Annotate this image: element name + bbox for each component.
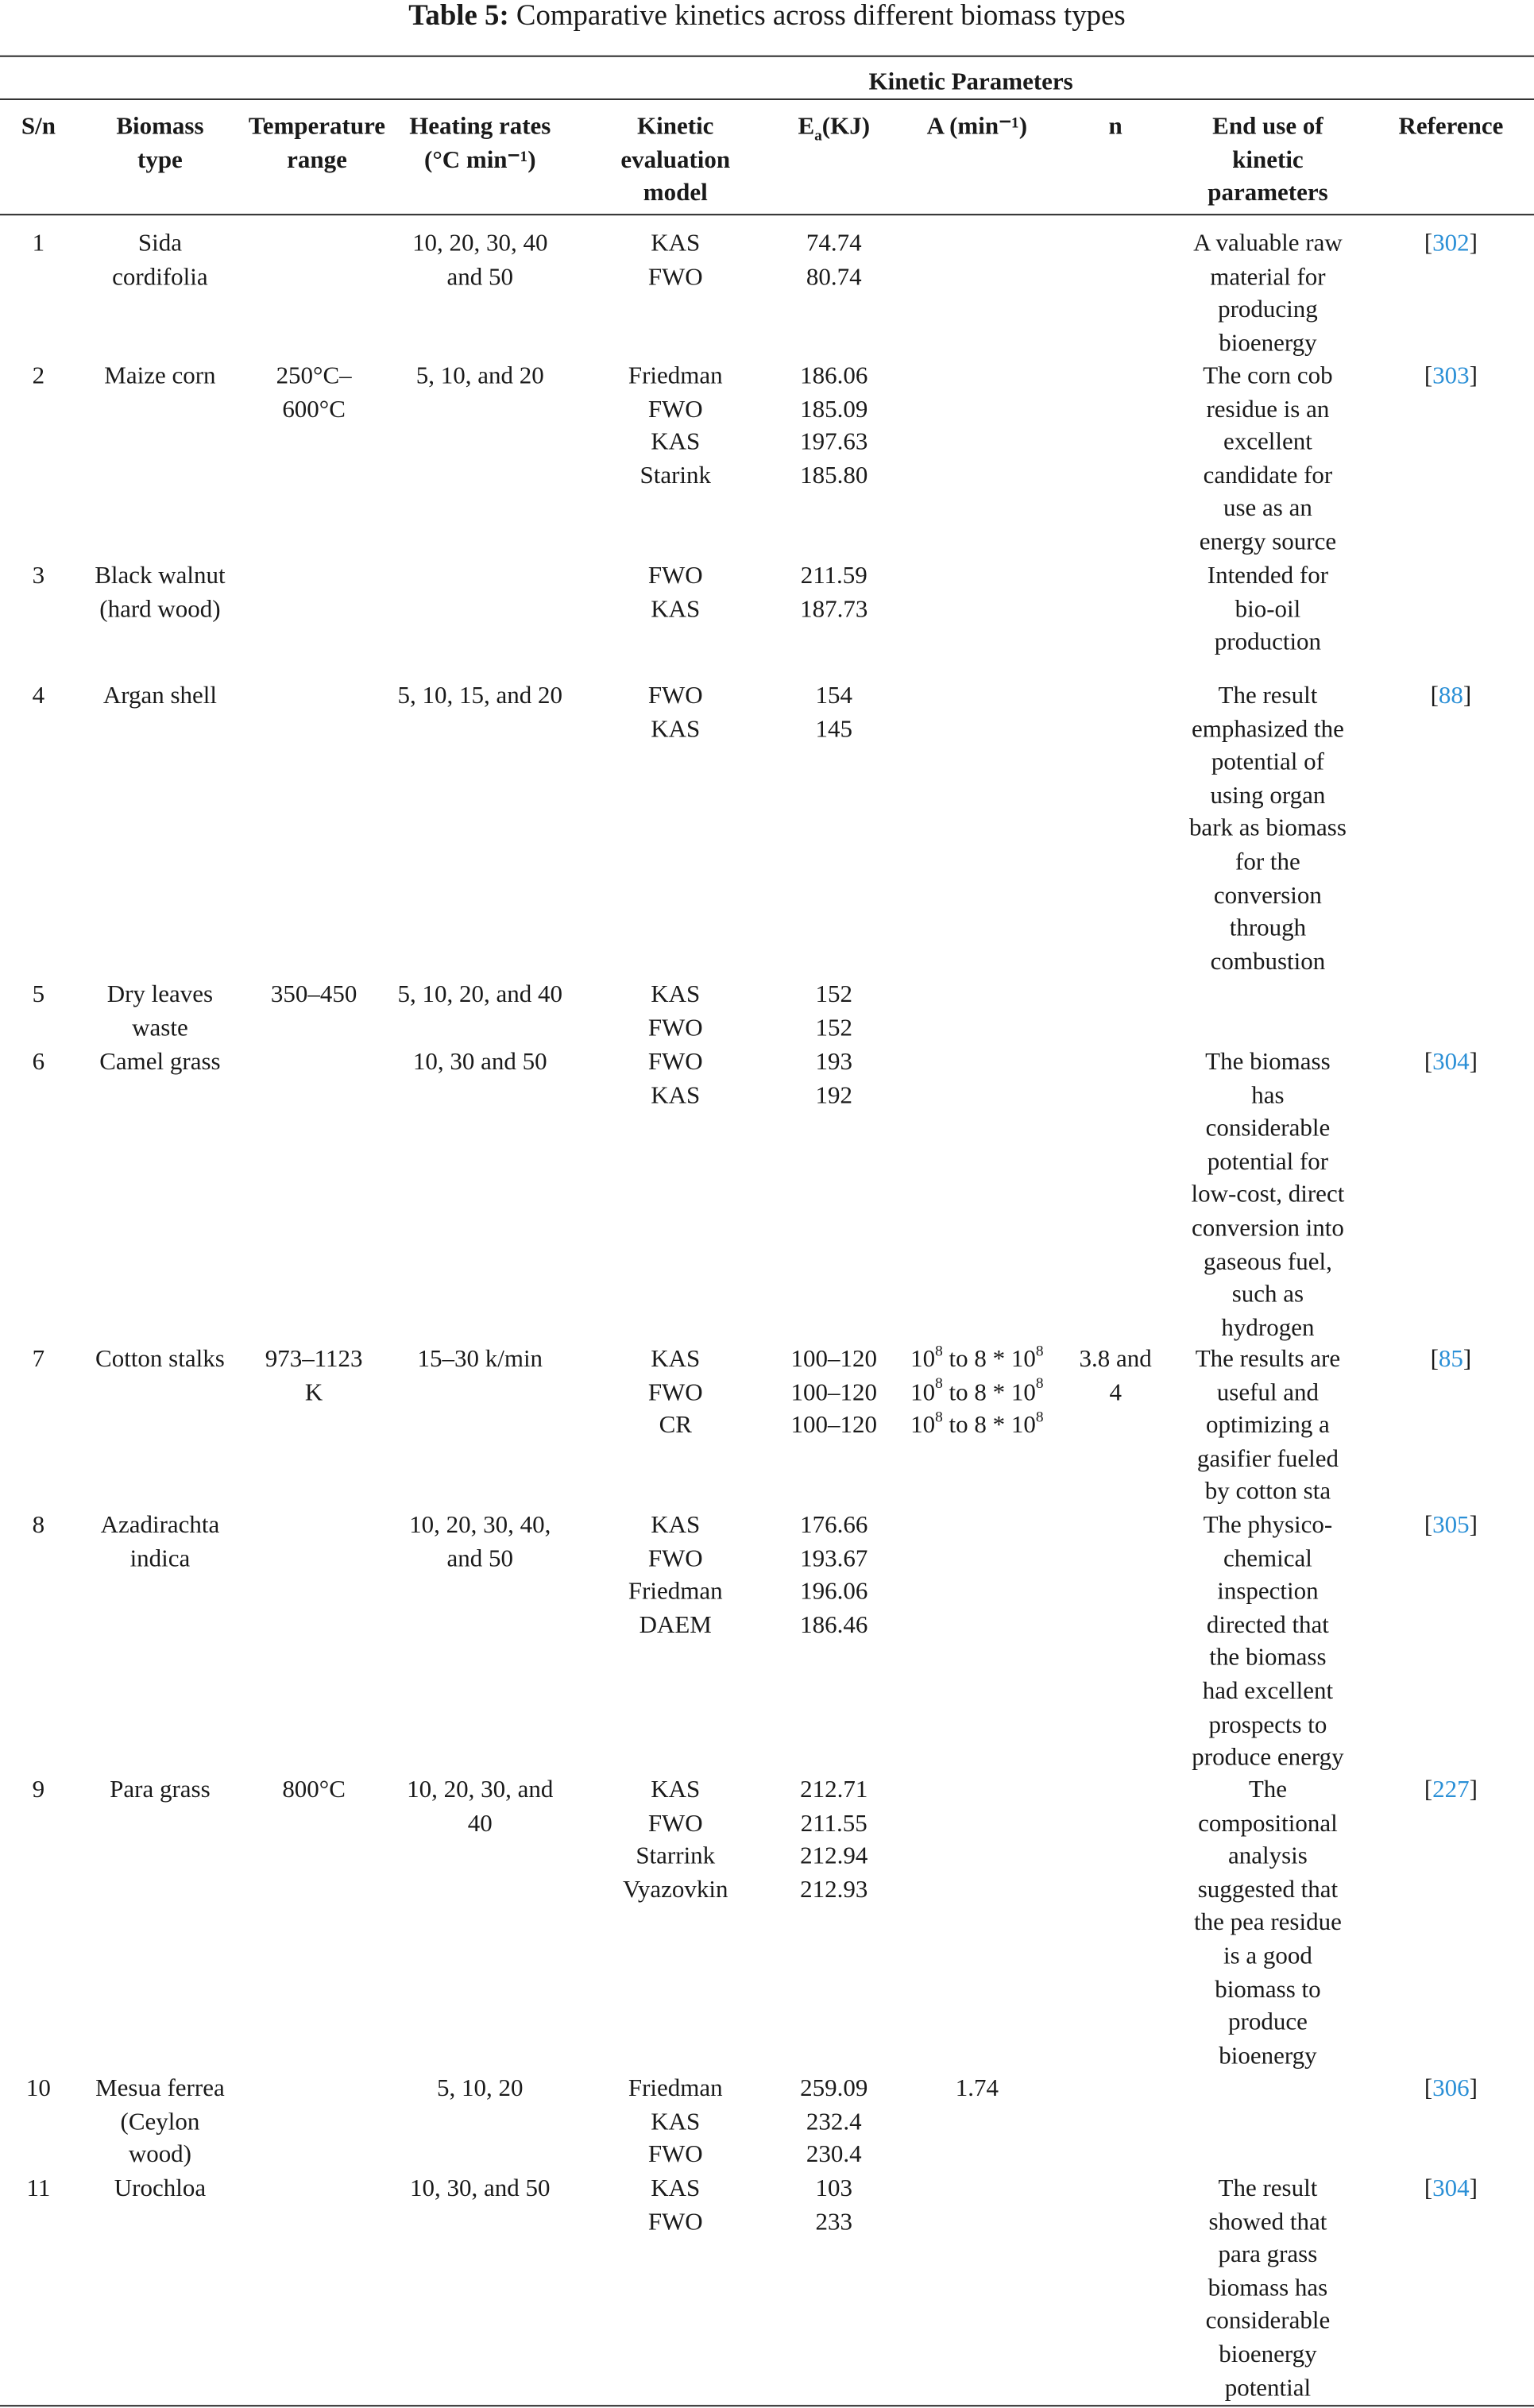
ea-line: 192 [815, 1082, 852, 1109]
cell-reference: [303] [1424, 363, 1478, 390]
cell-heating-rates [394, 979, 566, 1012]
biomass-line: Para grass [110, 1777, 211, 1803]
model-line: FWO [647, 396, 703, 423]
temp-line: 350–450 [270, 981, 357, 1008]
cell-ea [769, 2073, 898, 2172]
enduse-line: low-cost, direct [1191, 1182, 1345, 1209]
cell-temperature-range [243, 360, 384, 427]
enduse-line: The result [1218, 682, 1318, 709]
group-header-rule [0, 99, 1534, 100]
enduse-line: bioenergy [1219, 330, 1317, 357]
cell-kinetic-model [597, 2073, 754, 2172]
cell-sn: 1 [32, 230, 45, 257]
temp-line: K [304, 1379, 323, 1406]
biomass-line: cordifolia [112, 264, 208, 291]
header-model-line: Kinetic [637, 114, 714, 141]
ea-line: 187.73 [800, 596, 868, 623]
cell-end-use [1173, 228, 1363, 361]
header-rule [0, 214, 1534, 215]
header-enduse-line: parameters [1207, 180, 1328, 207]
biomass-line: Black walnut [95, 562, 226, 589]
model-line: Friedman [628, 1579, 723, 1606]
ea-line: 196.06 [800, 1579, 868, 1606]
reference-link[interactable]: 306 [1432, 2075, 1470, 2102]
reference-link[interactable]: 302 [1432, 230, 1470, 257]
ea-line: 211.59 [800, 562, 867, 589]
enduse-line: had excellent [1202, 1678, 1334, 1705]
enduse-line: analysis [1227, 1843, 1308, 1870]
ea-line: 152 [815, 1015, 852, 1042]
header-heating-line: Heating rates [409, 114, 551, 141]
cell-reference: [302] [1424, 230, 1478, 257]
enduse-line: considerable [1205, 2308, 1331, 2335]
temp-line: 973–1123 [265, 1346, 363, 1373]
heating-line: 5, 10, 20, and 40 [397, 981, 562, 1008]
cell-reference: [227] [1424, 1777, 1478, 1803]
biomass-line: Argan shell [102, 682, 217, 709]
a-line: 1.74 [955, 2075, 999, 2102]
enduse-line: prospects to [1208, 1711, 1327, 1738]
header-model-line: model [643, 180, 708, 207]
cell-kinetic-model [597, 1509, 754, 1642]
cell-ea [769, 680, 898, 747]
ea-line: 193.67 [800, 1545, 868, 1572]
model-line: KAS [651, 981, 701, 1008]
cell-ea [769, 1343, 898, 1443]
model-line: Friedman [628, 363, 723, 390]
reference-link[interactable]: 85 [1438, 1346, 1463, 1373]
ea-line: 74.74 [806, 230, 862, 257]
header-reference: Reference [1398, 114, 1504, 141]
cell-kinetic-model [597, 979, 754, 1046]
cell-end-use [1173, 680, 1363, 979]
enduse-line: compositional [1198, 1810, 1338, 1837]
cell-end-use [1173, 1343, 1363, 1509]
cell-reference: [305] [1424, 1512, 1478, 1539]
enduse-line: material for [1210, 264, 1326, 291]
heating-line: 5, 10, 20 [437, 2075, 524, 2102]
biomass-line: (Ceylon [120, 2108, 200, 2136]
enduse-line: bark as biomass [1188, 816, 1347, 843]
cell-heating-rates [394, 1509, 566, 1576]
cell-biomass-type [77, 2073, 243, 2172]
ea-line: 197.63 [800, 429, 868, 456]
cell-end-use [1173, 1046, 1363, 1345]
model-line: KAS [651, 1082, 701, 1109]
header-ea-main: E [798, 114, 815, 141]
a-line: $10^8$ to $8 * 10^8$ [910, 1376, 1044, 1406]
model-line: KAS [651, 429, 701, 456]
cell-heating-rates [394, 1046, 566, 1080]
enduse-line: biomass to [1215, 1976, 1321, 2003]
heating-line: 5, 10, 15, and 20 [397, 682, 562, 709]
heating-line: 10, 30, and 50 [410, 2175, 551, 2202]
model-line: FWO [647, 682, 703, 709]
cell-n [1061, 1343, 1169, 1410]
enduse-line: produce energy [1192, 1745, 1344, 1772]
ea-line: 193 [815, 1049, 852, 1076]
cell-ea [769, 1774, 898, 1907]
biomass-line: (hard wood) [99, 596, 221, 623]
cell-sn: 8 [32, 1512, 45, 1539]
cell-end-use [1173, 1509, 1363, 1776]
cell-kinetic-model [597, 228, 754, 295]
cell-sn: 11 [26, 2175, 51, 2202]
ea-line: 100–120 [790, 1413, 877, 1440]
cell-biomass-type [77, 680, 243, 713]
header-temperature-range [243, 110, 391, 176]
ea-line: 100–120 [790, 1346, 877, 1373]
ea-line: 230.4 [806, 2142, 862, 2169]
header-n: n [1108, 114, 1122, 141]
enduse-line: gaseous fuel, [1204, 1248, 1332, 1275]
header-enduse-line: End use of [1212, 114, 1323, 141]
cell-heating-rates [394, 1343, 566, 1377]
reference-link[interactable]: 305 [1432, 1512, 1470, 1539]
enduse-line: is a good [1223, 1943, 1312, 1970]
cell-kinetic-model [597, 680, 754, 747]
header-ea-sub: a [814, 128, 822, 145]
enduse-line: combustion [1210, 949, 1326, 976]
model-line: FWO [647, 264, 703, 291]
model-line: KAS [651, 596, 701, 623]
reference-link[interactable]: 303 [1432, 363, 1470, 390]
enduse-line: bioenergy [1219, 2341, 1317, 2368]
header-end-use [1173, 110, 1363, 210]
cell-sn: 4 [32, 682, 45, 709]
biomass-line: Azadirachta [100, 1512, 220, 1539]
header-heating-line: (°C min⁻¹) [424, 146, 536, 173]
cell-heating-rates [394, 680, 566, 713]
model-line: FWO [647, 1015, 703, 1042]
cell-heating-rates [394, 228, 566, 295]
model-line: FWO [647, 2142, 703, 2169]
ea-line: 259.09 [800, 2075, 868, 2102]
header-biomass-type [77, 110, 243, 176]
cell-temperature-range [243, 1774, 384, 1807]
model-line: FWO [647, 1049, 703, 1076]
enduse-line: inspection [1217, 1579, 1319, 1606]
cell-sn: 2 [32, 363, 45, 390]
biomass-line: Cotton stalks [95, 1346, 225, 1373]
model-line: Friedman [628, 2075, 723, 2102]
model-line: KAS [651, 1512, 701, 1539]
biomass-line: indica [129, 1545, 191, 1572]
ea-line: 211.55 [800, 1810, 867, 1837]
cell-temperature-range [243, 979, 384, 1012]
enduse-line: showed that [1208, 2209, 1327, 2236]
enduse-line: useful and [1216, 1379, 1320, 1406]
cell-reference: [304] [1424, 1049, 1478, 1076]
ea-line: 152 [815, 981, 852, 1008]
cell-end-use [1173, 360, 1363, 559]
model-line: KAS [651, 230, 701, 257]
table-caption-text: Comparative kinetics across different biomass types [516, 0, 1126, 33]
table-caption [0, 0, 1534, 34]
model-line: KAS [651, 1777, 701, 1803]
enduse-line: potential [1224, 2375, 1312, 2402]
cell-kinetic-model [597, 1343, 754, 1443]
enduse-line: Intended for [1207, 562, 1329, 589]
temp-line: 250°C– [276, 363, 352, 390]
a-line: $10^8$ to $8 * 10^8$ [910, 1409, 1044, 1440]
enduse-line: has [1251, 1082, 1285, 1109]
cell-reference: [306] [1424, 2075, 1478, 2102]
cell-sn: 5 [32, 981, 45, 1008]
header-heating-rates [394, 110, 566, 176]
enduse-line: emphasized the [1191, 716, 1344, 743]
header-biomass-line: Biomass [116, 114, 204, 141]
enduse-line: suggested that [1197, 1877, 1339, 1904]
ea-line: 232.4 [806, 2108, 862, 2136]
model-line: FWO [647, 1379, 703, 1406]
cell-biomass-type [77, 2173, 243, 2206]
cell-ea [769, 228, 898, 295]
reference-link[interactable]: 304 [1432, 1049, 1470, 1076]
enduse-line: The corn cob [1203, 363, 1333, 390]
model-line: KAS [651, 716, 701, 743]
header-ea [769, 110, 898, 144]
ea-line: 186.46 [800, 1612, 868, 1639]
cell-kinetic-model [597, 360, 754, 493]
enduse-line: through [1229, 915, 1307, 942]
cell-reference: [85] [1430, 1346, 1472, 1373]
cell-sn: 10 [25, 2075, 51, 2102]
enduse-line: excellent [1223, 429, 1312, 456]
biomass-line: wood) [128, 2142, 192, 2169]
enduse-line: energy source [1199, 529, 1337, 556]
header-temp-line: range [287, 146, 347, 173]
cell-ea [769, 2173, 898, 2240]
cell-reference: [88] [1430, 682, 1472, 709]
cell-sn: 9 [32, 1777, 45, 1803]
heating-line: 15–30 k/min [417, 1346, 543, 1373]
cell-biomass-type [77, 979, 243, 1046]
ea-line: 233 [815, 2209, 852, 2236]
enduse-line: gasifier fueled [1196, 1446, 1339, 1473]
cell-biomass-type [77, 1774, 243, 1807]
model-line: Starrink [636, 1843, 716, 1870]
bottom-rule [0, 2405, 1534, 2407]
model-line: FWO [647, 1545, 703, 1572]
top-rule [0, 56, 1534, 58]
cell-biomass-type [77, 1343, 243, 1377]
enduse-line: considerable [1205, 1115, 1331, 1142]
temp-line: 600°C [282, 396, 346, 423]
biomass-line: Sida [137, 230, 182, 257]
enduse-line: biomass has [1207, 2275, 1328, 2302]
enduse-line: optimizing a [1206, 1413, 1330, 1440]
biomass-line: Maize corn [104, 363, 216, 390]
enduse-line: residue is an [1206, 396, 1330, 423]
ea-line: 80.74 [806, 264, 862, 291]
enduse-line: conversion [1213, 882, 1322, 909]
biomass-line: Camel grass [99, 1049, 221, 1076]
n-line: 4 [1109, 1379, 1122, 1406]
header-sn: S/n [21, 114, 56, 141]
ea-line: 212.94 [800, 1843, 868, 1870]
cell-heating-rates [394, 1774, 566, 1841]
header-a: A (min⁻¹) [926, 114, 1028, 141]
biomass-line: waste [132, 1015, 188, 1042]
enduse-line: The physico- [1203, 1512, 1333, 1539]
cell-biomass-type [77, 228, 243, 295]
a-line: $10^8$ to $8 * 10^8$ [910, 1343, 1044, 1373]
ea-line: 145 [815, 716, 852, 743]
cell-ea [769, 1509, 898, 1642]
enduse-line: the biomass [1209, 1645, 1327, 1672]
cell-ea [769, 560, 898, 627]
heating-line: and 50 [446, 1545, 514, 1572]
header-enduse-line: kinetic [1232, 146, 1304, 173]
ea-line: 154 [815, 682, 852, 709]
heating-line: 10, 20, 30, 40, [409, 1512, 551, 1539]
ea-line: 186.06 [800, 363, 868, 390]
cell-kinetic-model [597, 2173, 754, 2240]
cell-a [902, 2073, 1053, 2106]
enduse-line: potential for [1207, 1149, 1329, 1176]
heating-line: 5, 10, and 20 [415, 363, 544, 390]
enduse-line: produce [1228, 2009, 1308, 2036]
cell-heating-rates [394, 360, 566, 393]
cell-sn: 7 [32, 1346, 45, 1373]
enduse-line: A valuable raw [1193, 230, 1343, 257]
model-line: CR [659, 1413, 692, 1440]
cell-ea [769, 1046, 898, 1113]
ea-line: 103 [815, 2175, 852, 2202]
cell-kinetic-model [597, 1046, 754, 1113]
enduse-line: use as an [1223, 496, 1312, 523]
enduse-line: the pea residue [1193, 1910, 1342, 1937]
header-kinetic-model [597, 110, 754, 210]
cell-biomass-type [77, 1509, 243, 1576]
cell-sn: 6 [32, 1049, 45, 1076]
kinetic-parameters-header: Kinetic Parameters [868, 69, 1073, 96]
enduse-line: using organ [1210, 783, 1326, 810]
cell-biomass-type [77, 360, 243, 393]
model-line: FWO [647, 2209, 703, 2236]
enduse-line: potential of [1211, 749, 1324, 776]
model-line: KAS [651, 1346, 701, 1373]
enduse-line: conversion into [1191, 1216, 1344, 1242]
table-caption-label: Table 5: [408, 0, 509, 33]
cell-heating-rates [394, 2073, 566, 2106]
enduse-line: The [1248, 1777, 1288, 1803]
enduse-line: The result [1218, 2175, 1318, 2202]
enduse-line: hydrogen [1221, 1315, 1315, 1342]
cell-kinetic-model [597, 1774, 754, 1907]
model-line: Starink [639, 462, 712, 489]
biomass-line: Mesua ferrea [95, 2075, 225, 2102]
biomass-line: Dry leaves [106, 981, 214, 1008]
enduse-line: producing [1218, 297, 1318, 324]
ea-line: 212.71 [800, 1777, 868, 1803]
cell-biomass-type [77, 1046, 243, 1080]
model-line: KAS [651, 2108, 701, 2136]
header-temp-line: Temperature [248, 114, 386, 141]
heating-line: 40 [467, 1810, 493, 1837]
header-biomass-line: type [137, 146, 183, 173]
enduse-line: by cotton sta [1204, 1479, 1331, 1505]
header-model-line: evaluation [620, 146, 731, 173]
cell-ea [769, 979, 898, 1046]
cell-heating-rates [394, 2173, 566, 2206]
enduse-line: chemical [1223, 1545, 1312, 1572]
n-line: 3.8 and [1079, 1346, 1152, 1373]
ea-line: 212.93 [800, 1877, 868, 1904]
cell-reference: [304] [1424, 2175, 1478, 2202]
cell-end-use [1173, 1774, 1363, 2073]
enduse-line: candidate for [1203, 462, 1333, 489]
heating-line: and 50 [446, 264, 514, 291]
enduse-line: bioenergy [1219, 2043, 1317, 2070]
ea-line: 185.80 [800, 462, 868, 489]
header-ea-rest: (KJ) [821, 114, 871, 141]
ea-line: 100–120 [790, 1379, 877, 1406]
ea-line: 176.66 [800, 1512, 868, 1539]
cell-temperature-range [243, 1343, 384, 1410]
enduse-line: directed that [1206, 1612, 1329, 1639]
enduse-line: The biomass [1205, 1049, 1331, 1076]
reference-link[interactable]: 304 [1432, 2175, 1470, 2202]
cell-biomass-type [77, 560, 243, 627]
cell-end-use [1173, 560, 1363, 659]
temp-line: 800°C [282, 1777, 346, 1803]
model-line: FWO [647, 562, 703, 589]
cell-ea [769, 360, 898, 493]
ea-line: 185.09 [800, 396, 868, 423]
cell-end-use [1173, 2173, 1363, 2406]
heating-line: 10, 20, 30, and [407, 1777, 554, 1803]
cell-sn: 3 [32, 562, 45, 589]
heating-line: 10, 30 and 50 [412, 1049, 547, 1076]
model-line: FWO [647, 1810, 703, 1837]
enduse-line: such as [1231, 1281, 1304, 1308]
enduse-line: production [1214, 629, 1322, 656]
model-line: KAS [651, 2175, 701, 2202]
model-line: DAEM [639, 1612, 712, 1639]
biomass-line: Urochloa [114, 2175, 207, 2202]
cell-kinetic-model [597, 560, 754, 627]
reference-link[interactable]: 227 [1432, 1777, 1470, 1803]
heating-line: 10, 20, 30, 40 [412, 230, 548, 257]
enduse-line: bio-oil [1235, 596, 1301, 623]
enduse-line: The results are [1195, 1346, 1341, 1373]
enduse-line: for the [1235, 849, 1300, 875]
cell-a [902, 1343, 1053, 1443]
reference-link[interactable]: 88 [1438, 682, 1463, 709]
enduse-line: para grass [1218, 2242, 1318, 2269]
model-line: Vyazovkin [622, 1877, 728, 1904]
